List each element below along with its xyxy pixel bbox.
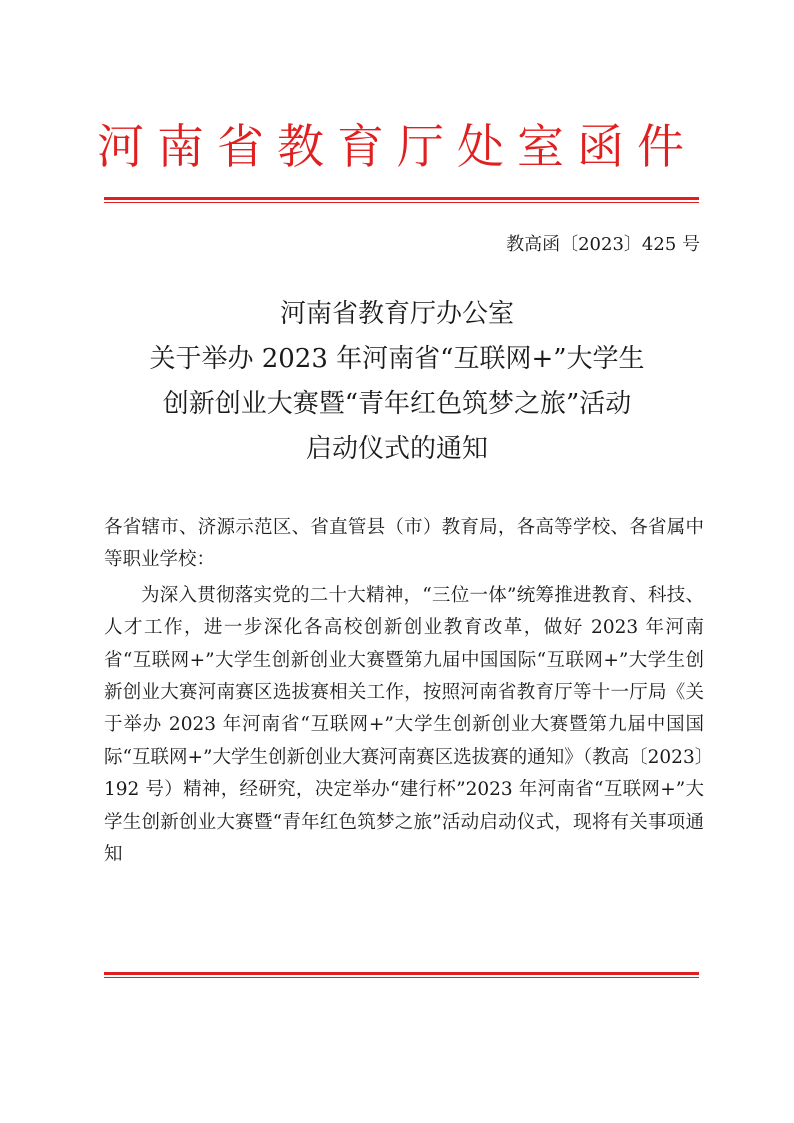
document-title bbox=[0, 292, 794, 472]
title-line: 启动仪式的通知 bbox=[305, 434, 488, 464]
title-line: 创新创业大赛暨“青年红色筑梦之旅”活动 bbox=[162, 389, 632, 419]
salutation: 各省辖市、济源示范区、省直管县（市）教育局，各高等学校、各省属中等职业学校： bbox=[104, 517, 704, 571]
title-line: 河南省教育厅办公室 bbox=[279, 299, 514, 329]
red-divider-top bbox=[104, 197, 699, 203]
title-line: 关于举办 2023 年河南省“互联网+”大学生 bbox=[149, 344, 645, 374]
divider-thick-line bbox=[104, 197, 699, 200]
divider-thick-line bbox=[104, 972, 699, 975]
document-number: 教高函〔2023〕425 号 bbox=[506, 234, 700, 255]
document-masthead: 河南省教育厅处室函件 bbox=[97, 120, 697, 175]
red-divider-bottom bbox=[104, 972, 699, 978]
body-paragraph: 为深入贯彻落实党的二十大精神，“三位一体”统筹推进教育、科技、人才工作，进一步深化各高校创新创业教育改革，做好 2023 年河南省“互联网+”大学生创新创业大赛暨第九届中国国际“互联网+”大学生创新创业大赛河南赛区选拔赛相关工作，按照河南省教育厅等十一厅局《关于举办 2023 年河南省“互联网+”大学生创新创业大赛暨第九届中国国际“互联网+”大学生创新创业大赛河南赛区选拔赛的通知》（教高〔2023〕192 号）精神，经研究，决定举办“建行杯”2023 年河南省“互联网+”大学生创新创业大赛暨“青年红色筑梦之旅”活动启动仪式，现将有关事项通知 bbox=[104, 584, 704, 866]
divider-thin-line bbox=[104, 202, 699, 203]
divider-thin-line bbox=[104, 977, 699, 978]
document-body bbox=[104, 512, 704, 871]
